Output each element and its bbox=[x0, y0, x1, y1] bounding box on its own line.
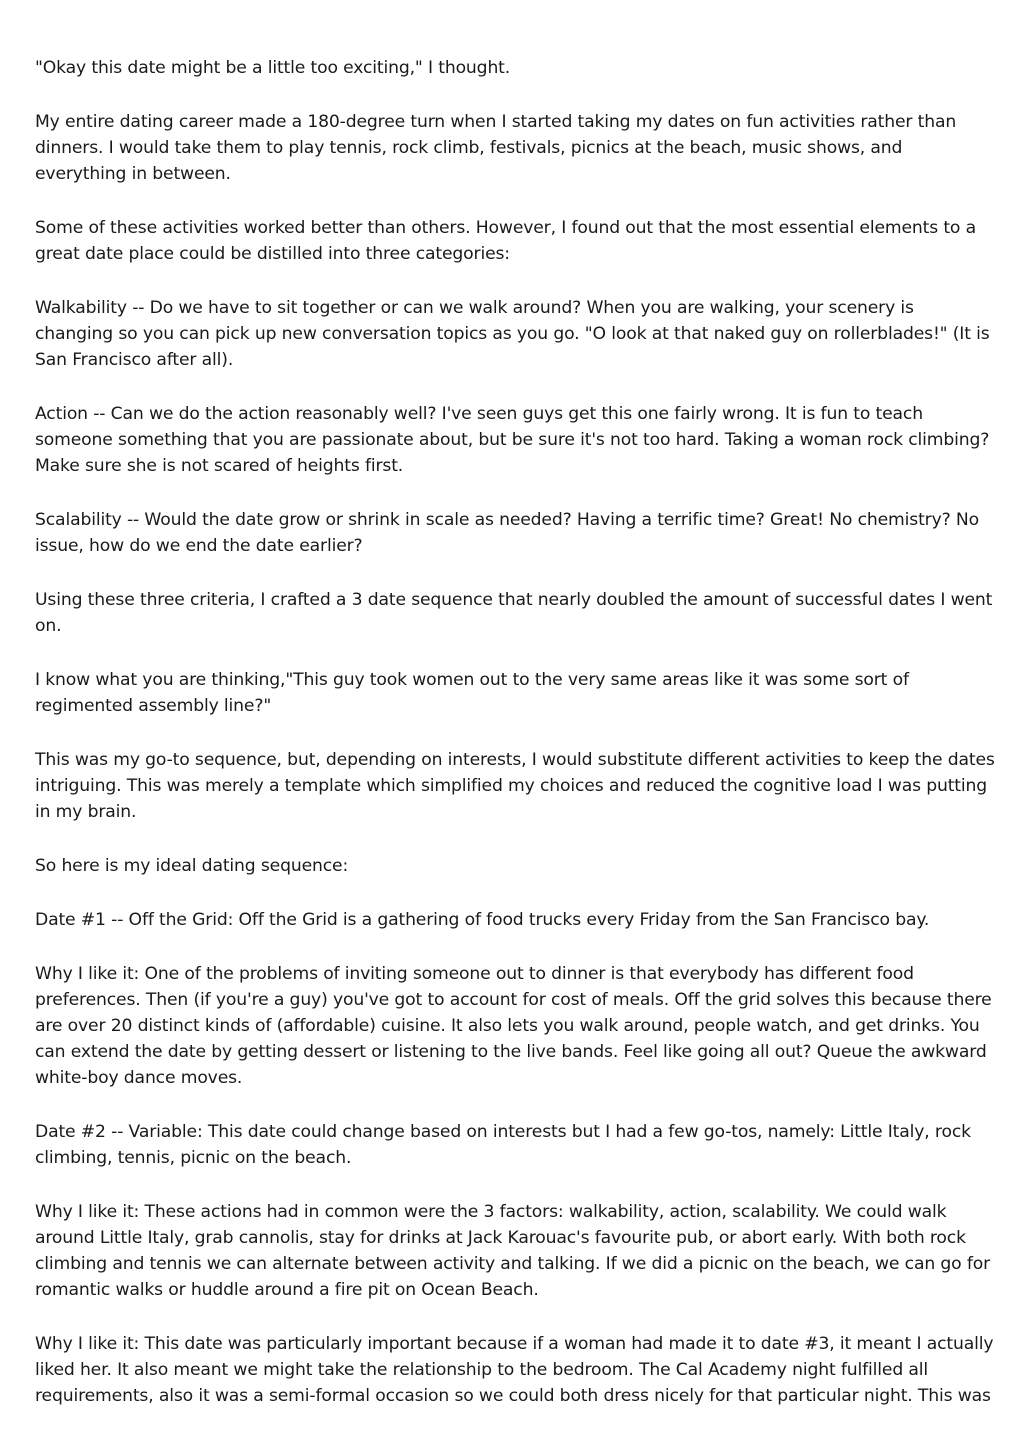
paragraph-date-2: Date #2 -- Variable: This date could change based on interests but I had a few go-tos, namely: Little Italy, rock climbing, tennis, picnic on the beach. bbox=[35, 1122, 971, 1168]
paragraph-walkability: Walkability -- Do we have to sit together or can we walk around? When you are walking, your scenery is changing so you can pick up new conversation topics as you go. "O look at that naked guy on rollerblades!" (It is San Francisco after all). bbox=[35, 298, 990, 370]
paragraph-go-to-sequence: This was my go-to sequence, but, depending on interests, I would substitute different activities to keep the dates intriguing. This was merely a template which simplified my choices and reduced the cognitive load I was putting in my brain. bbox=[35, 750, 995, 822]
paragraph-three-categories: Some of these activities worked better than others. However, I found out that the most essential elements to a great date place could be distilled into three categories: bbox=[35, 218, 976, 264]
paragraph-criteria: Using these three criteria, I crafted a 3 date sequence that nearly doubled the amount of successful dates I went on. bbox=[35, 590, 993, 636]
document-body bbox=[35, 55, 995, 1437]
paragraph-opening-quote: "Okay this date might be a little too exciting," I thought. bbox=[35, 58, 511, 78]
paragraph-ideal-sequence: So here is my ideal dating sequence: bbox=[35, 856, 349, 876]
paragraph-assembly-line: I know what you are thinking,"This guy took women out to the very same areas like it was some sort of regimented assembly line?" bbox=[35, 670, 909, 716]
paragraph-date-2-why: Why I like it: These actions had in common were the 3 factors: walkability, action, scalability. We could walk around Little Italy, grab cannolis, stay for drinks at Jack Karouac's favourite pub, or abort early. With both rock climbing and tennis we can alternate between activity and talking. If we did a picnic on the beach, we can go for romantic walks or huddle around a fire pit on Ocean Beach. bbox=[35, 1202, 991, 1300]
paragraph-dating-career: My entire dating career made a 180-degree turn when I started taking my dates on fun activities rather than dinners. I would take them to play tennis, rock climb, festivals, picnics at the beach, music shows, and everything in between. bbox=[35, 112, 957, 184]
paragraph-date-1-why: Why I like it: One of the problems of inviting someone out to dinner is that everybody has different food preferences. Then (if you're a guy) you've got to account for cost of meals. Off the grid solves this because there are over 20 distinct kinds of (affordable) cuisine. It also lets you walk around, people watch, and get drinks. You can extend the date by getting dessert or listening to the live bands. Feel like going all out? Queue the awkward white-boy dance moves. bbox=[35, 964, 992, 1088]
paragraph-scalability: Scalability -- Would the date grow or shrink in scale as needed? Having a terrific time? Great! No chemistry? No issue, how do we end the date earlier? bbox=[35, 510, 979, 556]
paragraph-date-1: Date #1 -- Off the Grid: Off the Grid is a gathering of food trucks every Friday from the San Francisco bay. bbox=[35, 910, 930, 930]
paragraph-date-3-why: Why I like it: This date was particularly important because if a woman had made it to date #3, it meant I actually liked her. It also meant we might take the relationship to the bedroom. The Cal Academy night fulfilled all requirements, also it was a semi-formal occasion so we could both dress nicely for that particular night. This was bbox=[35, 1334, 994, 1406]
paragraph-action: Action -- Can we do the action reasonably well? I've seen guys get this one fairly wrong. It is fun to teach someone something that you are passionate about, but be sure it's not too hard. Taking a woman rock climbing? Make sure she is not scared of heights first. bbox=[35, 404, 990, 476]
